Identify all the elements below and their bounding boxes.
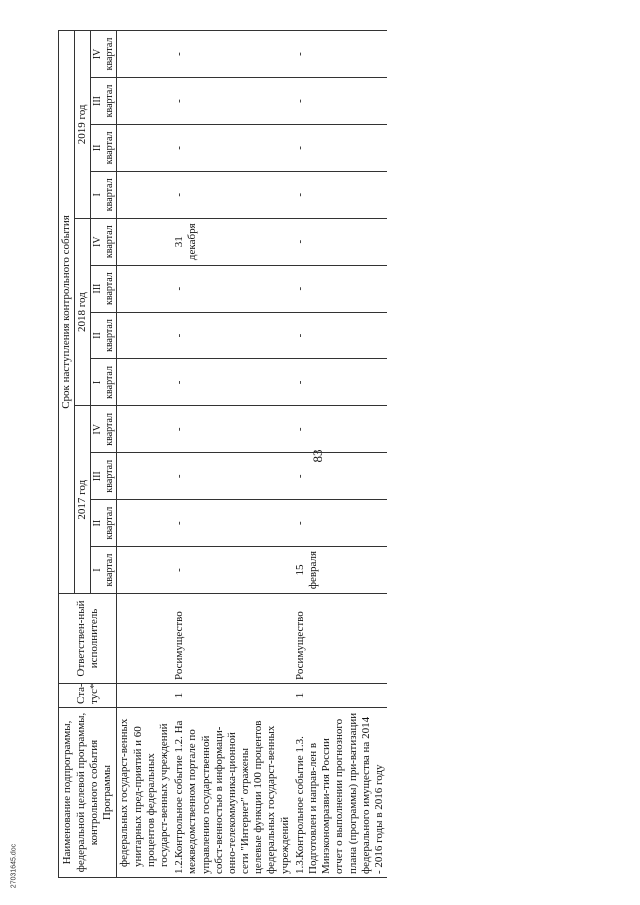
quarter-number: II <box>92 144 104 152</box>
quarter-word: квартал <box>103 37 115 71</box>
event-name: Контрольное событие 1.3. Подготовлен и направ-лен в Минэкономразви-тия России отчет о выполнении прогнозного плана (программы) при-ватизации федерального имущества на 2014 - 2016 годы в 2016 году <box>293 712 385 874</box>
quarter-word: квартал <box>103 178 115 212</box>
quarter-cell: 31 декабря <box>172 218 293 265</box>
status-cell: 1 <box>172 684 293 708</box>
event-name: федеральных государст-венных унитарных пред-приятий и 60 процентов федеральных государст-венных учреждений <box>118 718 170 867</box>
quarter-cell: - <box>172 78 293 125</box>
header-deadline: Срок наступления контрольного события <box>59 31 75 594</box>
quarter-cell: - <box>172 406 293 453</box>
quarter-cell: - <box>172 359 293 406</box>
control-events-table <box>58 30 387 878</box>
header-quarter <box>91 78 117 125</box>
quarter-word: квартал <box>103 319 115 352</box>
quarter-cell: - <box>172 124 293 171</box>
quarter-cell: - <box>172 31 293 78</box>
executor-cell <box>117 594 172 684</box>
header-year: 2019 год <box>75 31 91 219</box>
quarter-cell <box>117 500 172 547</box>
header-quarter <box>91 218 117 265</box>
header-executor: Ответствен-ный исполнитель <box>59 594 117 684</box>
quarter-cell <box>117 312 172 359</box>
executor-cell: Росимущество <box>293 594 387 684</box>
header-row-1 <box>59 31 75 878</box>
quarter-cell: - <box>293 453 387 500</box>
quarter-cell: - <box>172 453 293 500</box>
header-quarter <box>91 547 117 594</box>
table-row <box>117 31 172 878</box>
event-name-cell <box>293 708 387 878</box>
header-quarter <box>91 359 117 406</box>
quarter-cell: - <box>293 500 387 547</box>
quarter-word: квартал <box>103 272 115 305</box>
quarter-number: I <box>92 380 104 385</box>
event-name-cell <box>172 708 293 878</box>
table-body <box>117 31 387 878</box>
header-quarter <box>91 312 117 359</box>
quarter-cell: - <box>293 171 387 218</box>
quarter-number: I <box>92 193 104 197</box>
quarter-cell: 15 февраля <box>293 547 387 594</box>
quarter-word: квартал <box>103 84 115 118</box>
quarter-word: квартал <box>103 225 115 259</box>
table-row <box>293 31 387 878</box>
quarter-cell <box>117 547 172 594</box>
quarter-cell: - <box>172 500 293 547</box>
header-year: 2018 год <box>75 218 91 406</box>
quarter-word: квартал <box>103 366 115 399</box>
quarter-cell: - <box>293 124 387 171</box>
quarter-cell <box>117 359 172 406</box>
row-number: 1.3. <box>293 857 306 874</box>
executor-cell: Росимущество <box>172 594 293 684</box>
header-year: 2017 год <box>75 406 91 594</box>
status-cell: 1 <box>293 684 387 708</box>
table-row <box>172 31 293 878</box>
quarter-cell: - <box>293 31 387 78</box>
row-number: 1.2. <box>173 857 186 874</box>
header-status: Ста-тус* <box>59 684 117 708</box>
quarter-number: IV <box>92 236 104 247</box>
quarter-cell <box>117 265 172 312</box>
quarter-number: I <box>92 568 104 572</box>
quarter-cell <box>117 78 172 125</box>
quarter-cell: - <box>293 265 387 312</box>
quarter-word: квартал <box>103 459 115 493</box>
event-name: Контрольное событие 1.2. На межведомственном портале по управлению государственной собст-венностью в информаци-онно-телекоммуника-ционной сети "Интернет" отражены целевые функции 100 процентов федеральных государст-венных учреждений <box>173 720 291 874</box>
document-reference: 27031645.doc <box>10 843 18 889</box>
quarter-cell: - <box>293 359 387 406</box>
quarter-cell <box>117 453 172 500</box>
quarter-number: II <box>92 332 104 339</box>
header-quarter <box>91 265 117 312</box>
quarter-number: IV <box>92 424 104 435</box>
quarter-number: IV <box>92 48 104 60</box>
quarter-cell: - <box>172 312 293 359</box>
quarter-word: квартал <box>103 131 115 165</box>
header-quarter <box>91 171 117 218</box>
header-name: Наименование подпрограммы, федеральной целевой программы, контрольного события Программы <box>59 708 117 878</box>
header-quarter <box>91 406 117 453</box>
header-quarter <box>91 31 117 78</box>
quarter-number: III <box>92 95 104 106</box>
quarter-cell <box>117 171 172 218</box>
quarter-cell: - <box>293 406 387 453</box>
quarter-cell <box>117 406 172 453</box>
quarter-cell: - <box>172 547 293 594</box>
quarter-cell <box>117 31 172 78</box>
quarter-cell: - <box>172 265 293 312</box>
event-name-cell <box>117 708 172 878</box>
header-quarter <box>91 500 117 547</box>
control-events-table-rotated <box>58 30 590 878</box>
header-quarter <box>91 124 117 171</box>
quarter-word: квартал <box>103 506 115 540</box>
quarter-word: квартал <box>103 412 115 446</box>
quarter-cell: - <box>172 171 293 218</box>
header-quarter <box>91 453 117 500</box>
quarter-number: II <box>92 519 104 527</box>
quarter-cell: - <box>293 218 387 265</box>
page-number: 83 <box>310 449 325 463</box>
status-cell <box>117 684 172 708</box>
quarter-word: квартал <box>103 553 115 587</box>
quarter-cell: - <box>293 78 387 125</box>
quarter-number: III <box>92 283 104 294</box>
quarter-cell: - <box>293 312 387 359</box>
quarter-cell <box>117 218 172 265</box>
quarter-cell <box>117 124 172 171</box>
quarter-number: III <box>92 471 104 482</box>
